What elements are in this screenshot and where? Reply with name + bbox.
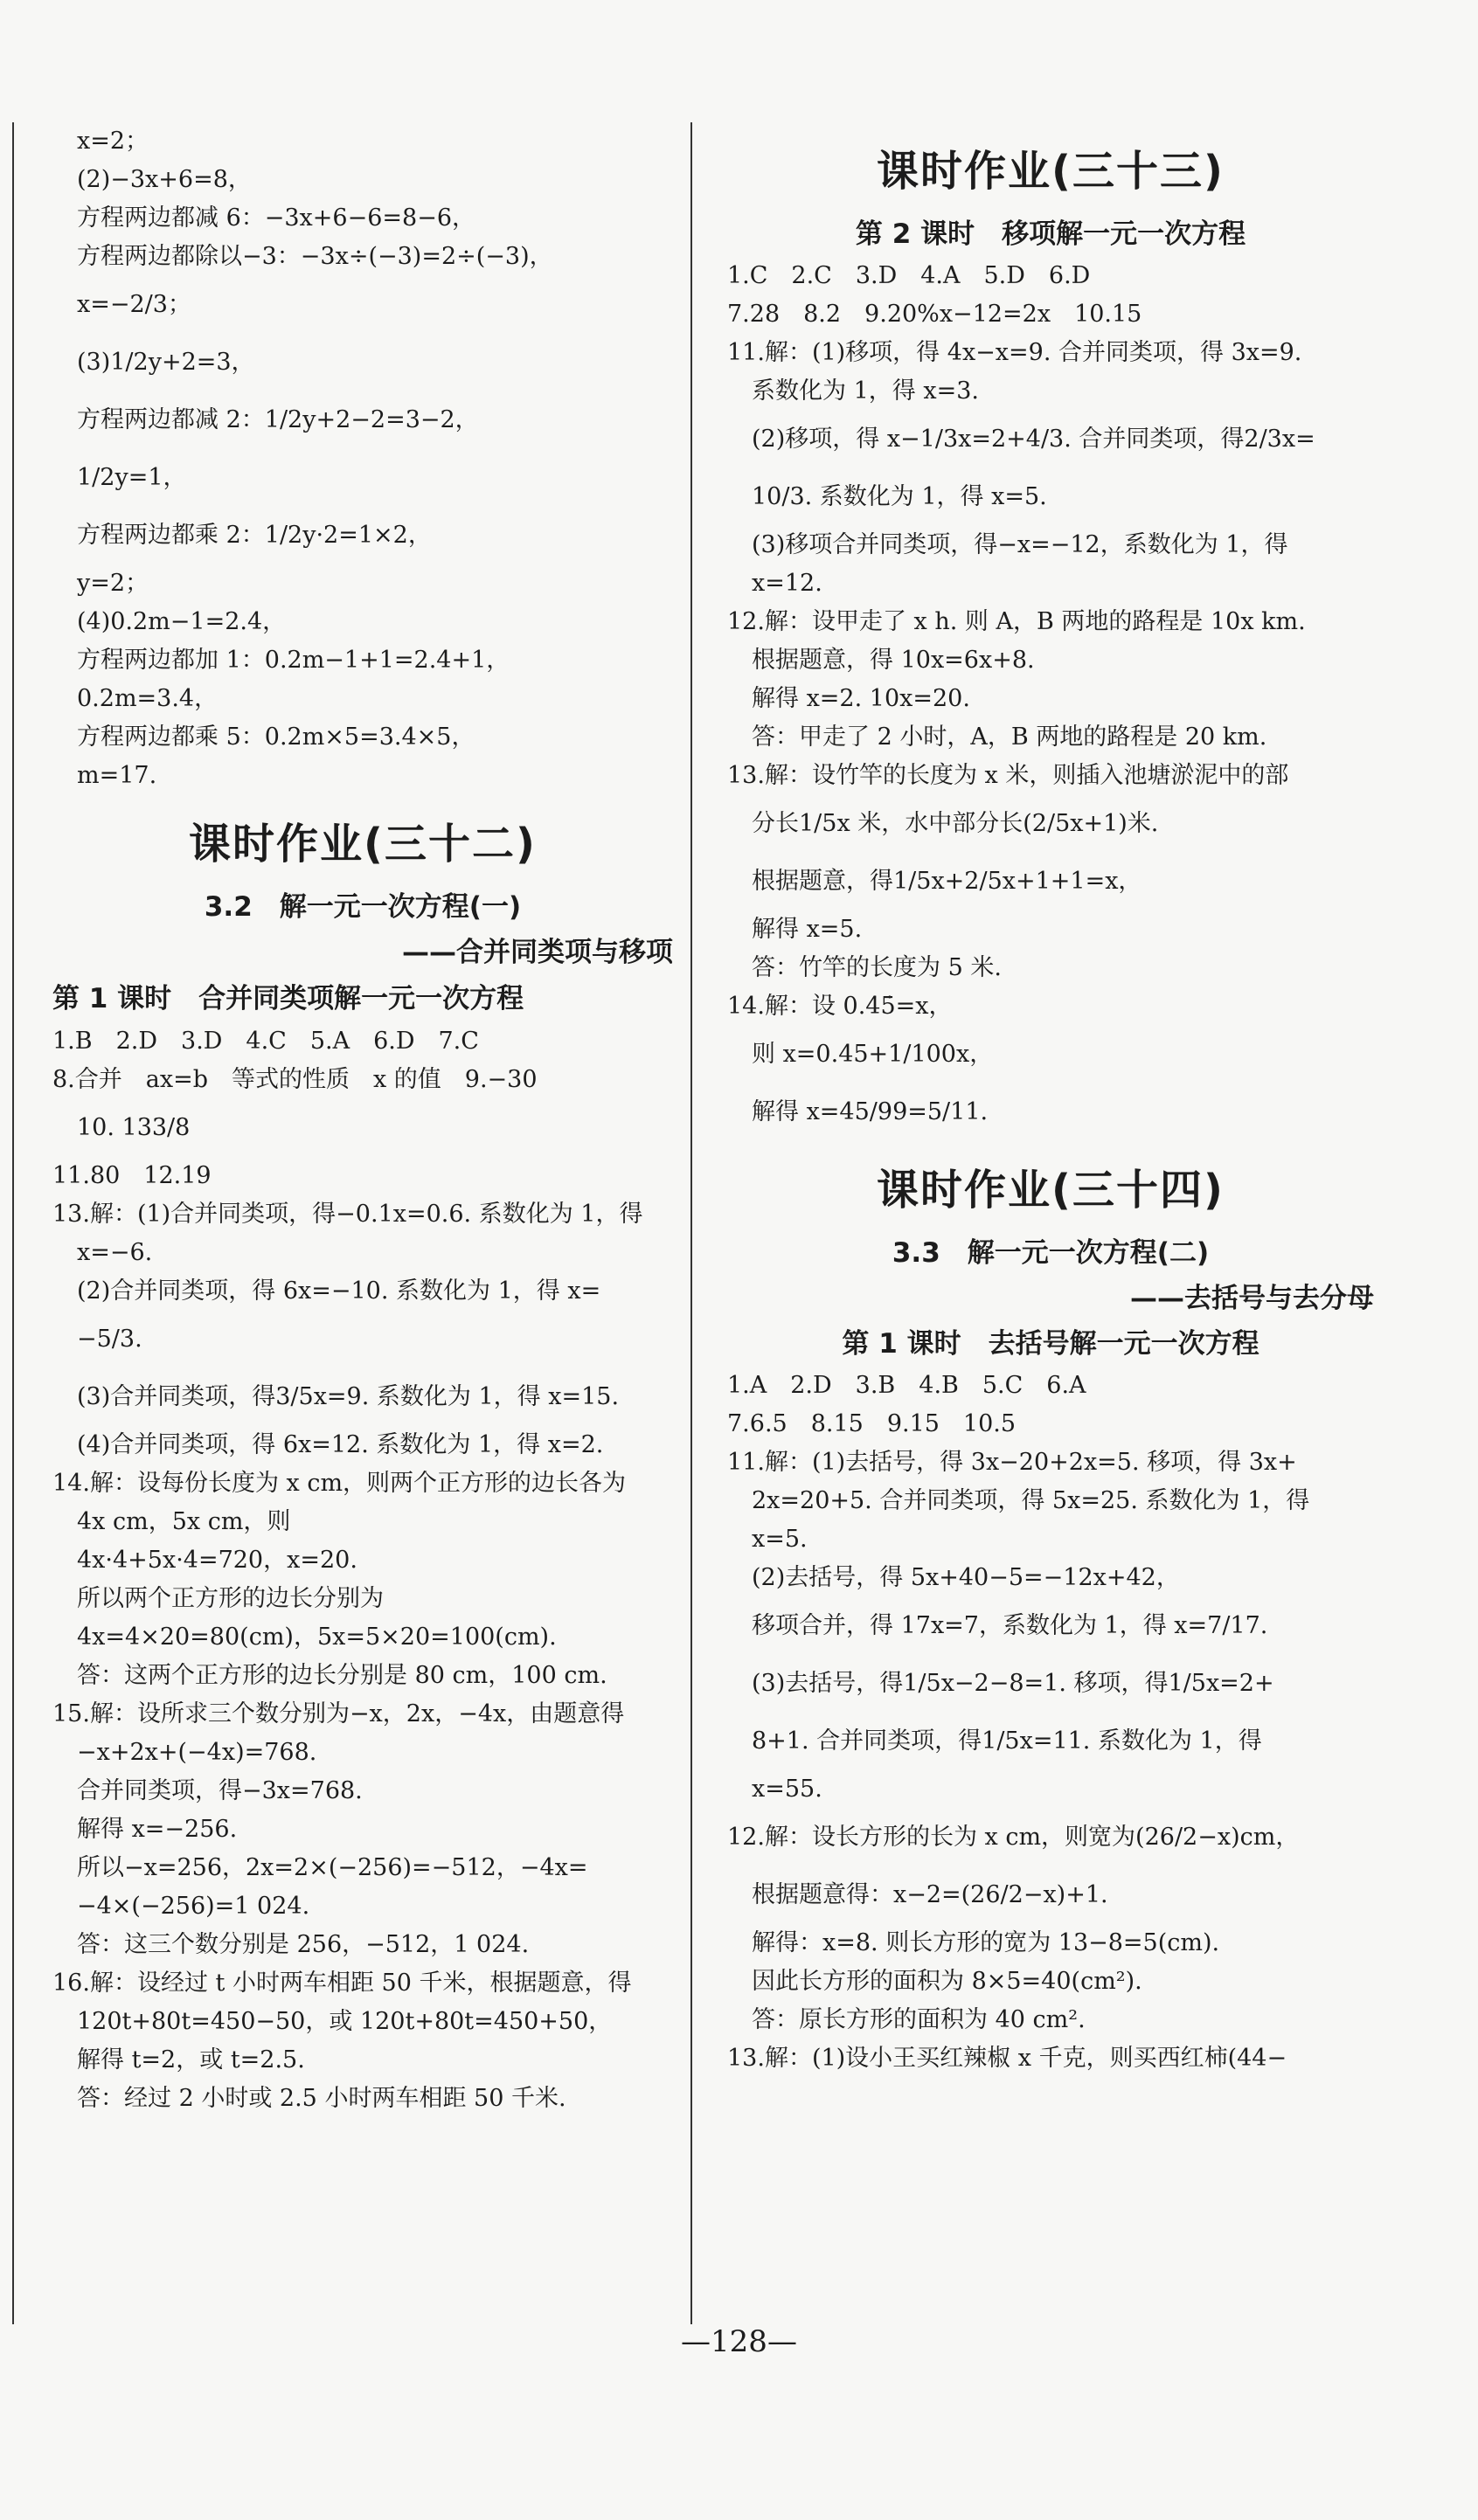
answer-line: 根据题意，得1/5x+2/5x+1+1=x， [752, 868, 1142, 895]
column-divider [690, 122, 692, 2324]
page-number: —128— [681, 2324, 797, 2359]
answer-line: 8+1. 合并同类项，得1/5x=11. 系数化为 1，得 [752, 1727, 1262, 1755]
section-heading: ——去括号与去分母 [1130, 1283, 1374, 1314]
answer-line: −x+2x+(−4x)=768. [77, 1739, 317, 1766]
answer-line: 方程两边都乘 5：0.2m×5=3.4×5， [77, 723, 475, 751]
answer-line: x=55. [752, 1776, 822, 1803]
answer-line: 答：这两个正方形的边长分别是 80 cm，100 cm. [77, 1662, 607, 1689]
answer-line: (2)合并同类项，得 6x=−10. 系数化为 1，得 x= [77, 1277, 601, 1305]
section-heading: 3.2 解一元一次方程(一) [204, 891, 522, 923]
answer-line: 所以−x=256，2x=2×(−256)=−512，−4x= [77, 1854, 588, 1881]
answer-line: x=−6. [77, 1239, 153, 1266]
answer-line: 12.解：设甲走了 x h. 则 A，B 两地的路程是 10x km. [727, 608, 1306, 635]
section-title: 课时作业(三十二) [189, 820, 537, 869]
answer-line: 答：甲走了 2 小时，A，B 两地的路程是 20 km. [752, 723, 1267, 751]
answer-line: 11.解：(1)移项，得 4x−x=9. 合并同类项，得 3x=9. [727, 339, 1302, 366]
answer-line: x=−2/3； [77, 291, 191, 318]
answer-line: 方程两边都除以−3：−3x÷(−3)=2÷(−3)， [77, 243, 553, 270]
answer-line: (2)−3x+6=8， [77, 166, 252, 193]
answer-line: (3)合并同类项，得3/5x=9. 系数化为 1，得 x=15. [77, 1383, 620, 1410]
left-margin-rule [12, 122, 14, 2324]
answer-line: 答：竹竿的长度为 5 米. [752, 954, 1002, 981]
answer-line: 4x·4+5x·4=720，x=20. [77, 1547, 357, 1574]
answer-line: 解得 x=5. [752, 916, 863, 943]
answer-line: 解得 x=2. 10x=20. [752, 685, 970, 712]
answer-line: 10/3. 系数化为 1，得 x=5. [752, 483, 1047, 510]
answer-line: (2)移项，得 x−1/3x=2+4/3. 合并同类项，得2/3x= [752, 426, 1315, 453]
right-column [727, 122, 1374, 2078]
answer-line: 答：经过 2 小时或 2.5 小时两车相距 50 千米. [77, 2085, 566, 2112]
answer-line: 方程两边都乘 2：1/2y·2=1×2， [77, 522, 432, 549]
answer-line: x=2； [77, 128, 149, 155]
answer-line: (3)1/2y+2=3， [77, 349, 255, 376]
answer-line: (3)移项合并同类项，得−x=−12，系数化为 1，得 [752, 531, 1288, 558]
answer-line: 根据题意得：x−2=(26/2−x)+1. [752, 1881, 1108, 1908]
answer-line: 1/2y=1， [77, 464, 187, 491]
answer-line: 12.解：设长方形的长为 x cm，则宽为(26/2−x)cm， [727, 1824, 1300, 1851]
answer-line: 根据题意，得 10x=6x+8. [752, 647, 1035, 674]
answer-line: 16.解：设经过 t 小时两车相距 50 千米，根据题意，得 [52, 1970, 632, 1997]
answer-line: (2)去括号，得 5x+40−5=−12x+42， [752, 1564, 1180, 1591]
answer-line: 8.合并 ax=b 等式的性质 x 的值 9.−30 [52, 1066, 538, 1093]
answer-line: 7.6.5 8.15 9.15 10.5 [727, 1410, 1017, 1437]
answer-line: 解得 t=2，或 t=2.5. [77, 2046, 305, 2073]
answer-line: 2x=20+5. 合并同类项，得 5x=25. 系数化为 1，得 [752, 1487, 1310, 1514]
answer-line: x=12. [752, 570, 822, 597]
answer-line: 120t+80t=450−50，或 120t+80t=450+50， [77, 2008, 613, 2035]
answer-line: 1.C 2.C 3.D 4.A 5.D 6.D [727, 262, 1091, 289]
answer-line: 1.A 2.D 3.B 4.B 5.C 6.A [727, 1372, 1086, 1399]
answer-line: m=17. [77, 762, 157, 789]
answer-line: −5/3. [77, 1326, 142, 1353]
answer-line: 因此长方形的面积为 8×5=40(cm²). [752, 1968, 1142, 1995]
answer-line: 方程两边都加 1：0.2m−1+1=2.4+1， [77, 647, 510, 674]
answer-line: 解得 x=45/99=5/11. [752, 1098, 989, 1125]
answer-line: (4)0.2m−1=2.4， [77, 608, 287, 635]
answer-line: 系数化为 1，得 x=3. [752, 377, 979, 405]
section-heading: 第 1 课时 合并同类项解一元一次方程 [52, 983, 524, 1014]
answer-line: x=5. [752, 1526, 808, 1553]
section-heading: 第 1 课时 去括号解一元一次方程 [842, 1328, 1259, 1360]
answer-line: 移项合并，得 17x=7，系数化为 1，得 x=7/17. [752, 1612, 1268, 1639]
answer-line: 14.解：设每份长度为 x cm，则两个正方形的边长各为 [52, 1470, 627, 1497]
section-title: 课时作业(三十三) [877, 147, 1225, 196]
answer-line: 解得 x=−256. [77, 1816, 238, 1843]
answer-line: 0.2m=3.4， [77, 685, 219, 712]
answer-line: 13.解：(1)合并同类项，得−0.1x=0.6. 系数化为 1，得 [52, 1201, 643, 1228]
answer-line: 1.B 2.D 3.D 4.C 5.A 6.D 7.C [52, 1028, 479, 1055]
answer-line: 合并同类项，得−3x=768. [77, 1777, 363, 1804]
answer-line: 14.解：设 0.4̇5̇=x， [727, 993, 953, 1020]
section-heading: 3.3 解一元一次方程(二) [892, 1237, 1210, 1269]
answer-line: 13.解：设竹竿的长度为 x 米，则插入池塘淤泥中的部 [727, 762, 1289, 789]
answer-line: 则 x=0.45+1/100x， [752, 1041, 994, 1068]
answer-line: 13.解：(1)设小王买红辣椒 x 千克，则买西红柿(44− [727, 2045, 1287, 2072]
answer-line: 15.解：设所求三个数分别为−x，2x，−4x，由题意得 [52, 1700, 625, 1727]
answer-line: 解得：x=8. 则长方形的宽为 13−8=5(cm). [752, 1929, 1220, 1956]
answer-line: (3)去括号，得1/5x−2−8=1. 移项，得1/5x=2+ [752, 1670, 1274, 1697]
answer-line: −4×(−256)=1 024. [77, 1893, 310, 1920]
section-heading: ——合并同类项与移项 [402, 937, 673, 968]
answer-line: 11.80 12.19 [52, 1162, 212, 1189]
answer-line: 答：这三个数分别是 256，−512，1 024. [77, 1931, 530, 1958]
answer-line: 4x=4×20=80(cm)，5x=5×20=100(cm). [77, 1623, 557, 1651]
answer-line: 分长1/5x 米，水中部分长(2/5x+1)米. [752, 810, 1159, 837]
answer-line: 7.28 8.2 9.20%x−12=2x 10.15 [727, 301, 1142, 328]
answer-line: 答：原长方形的面积为 40 cm². [752, 2006, 1086, 2033]
answer-line: 10. 133/8 [77, 1114, 191, 1141]
section-heading: 第 2 课时 移项解一元一次方程 [855, 218, 1246, 250]
left-column [52, 122, 673, 2118]
answer-line: 方程两边都减 6：−3x+6−6=8−6， [77, 204, 475, 232]
answer-line: 方程两边都减 2：1/2y+2−2=3−2， [77, 406, 479, 433]
answer-line: y=2； [77, 570, 149, 597]
section-title: 课时作业(三十四) [877, 1166, 1225, 1215]
answer-line: 4x cm，5x cm，则 [77, 1508, 291, 1535]
answer-line: 11.解：(1)去括号，得 3x−20+2x=5. 移项，得 3x+ [727, 1449, 1297, 1476]
answer-line: 所以两个正方形的边长分别为 [77, 1585, 384, 1612]
answer-line: (4)合并同类项，得 6x=12. 系数化为 1，得 x=2. [77, 1431, 604, 1458]
